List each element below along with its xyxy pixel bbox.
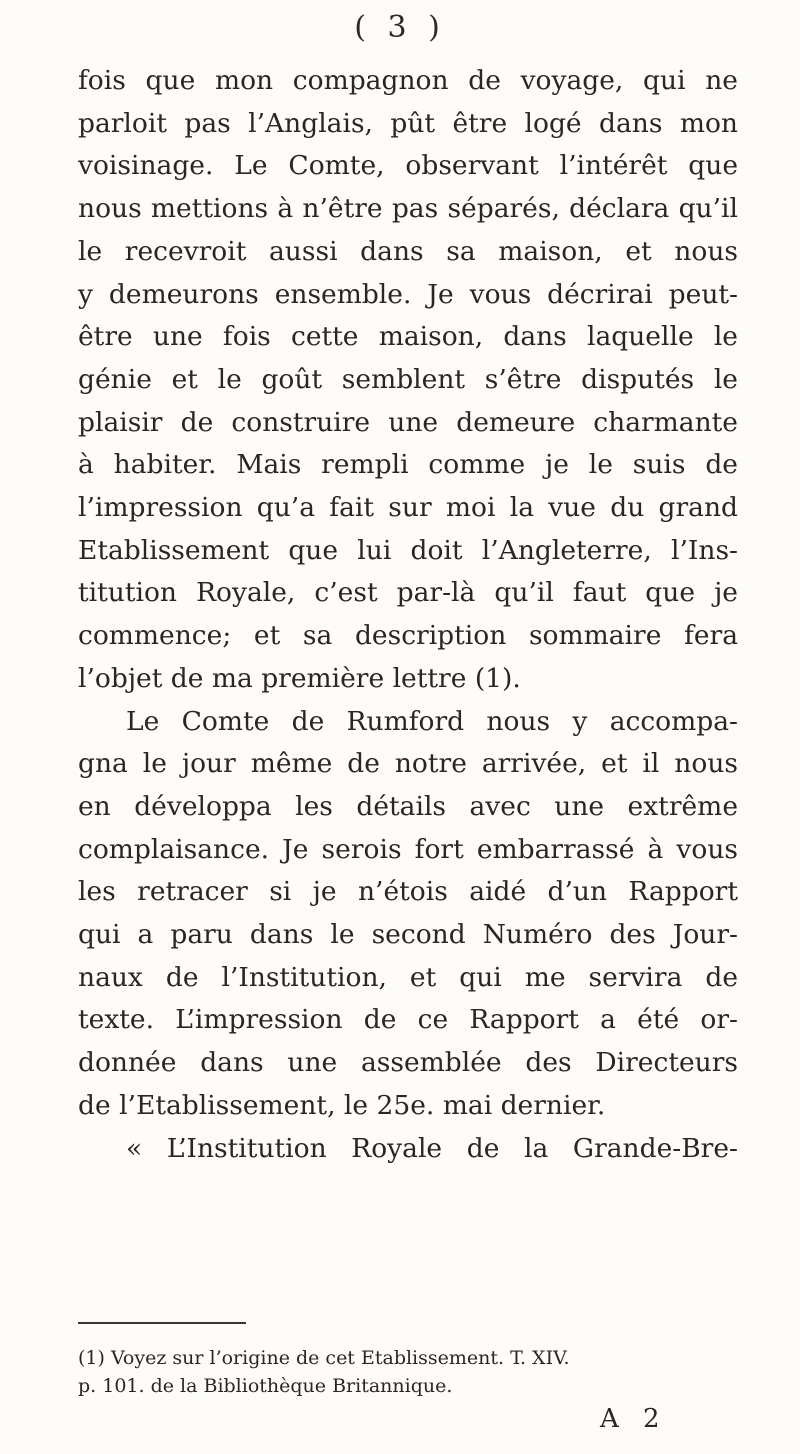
text-line: gna le jour même de notre arrivée, et il nous xyxy=(78,748,738,780)
text-line: naux de l’Institution, et qui me servira de xyxy=(78,961,738,993)
text-line: plaisir de construire une demeure charmante xyxy=(78,406,738,438)
signature-mark: A 2 xyxy=(600,1404,668,1434)
text-line: voisinage. Le Comte, observant l’intérêt que xyxy=(78,150,738,182)
text-line: l’objet de ma première lettre (1). xyxy=(78,662,521,694)
text-line: complaisance. Je serois fort embarrassé à vous xyxy=(78,833,738,865)
footnote-divider xyxy=(78,1322,246,1324)
text-line: le recevroit aussi dans sa maison, et nous xyxy=(78,235,738,267)
text-line: à habiter. Mais rempli comme je le suis de xyxy=(78,449,738,481)
text-line: nous mettions à n’être pas séparés, déclara qu’il xyxy=(78,193,738,225)
text-line: titution Royale, c’est par-là qu’il faut que je xyxy=(78,577,738,609)
text-line: commence; et sa description sommaire fera xyxy=(78,620,738,652)
text-line: donnée dans une assemblée des Directeurs xyxy=(78,1047,738,1079)
text-line: Le Comte de Rumford nous y accompa- xyxy=(126,705,738,737)
text-line: en développa les détails avec une extrême xyxy=(78,790,738,822)
text-line: de l’Etablissement, le 25e. mai dernier. xyxy=(78,1089,606,1121)
text-line: parloit pas l’Anglais, pût être logé dans mon xyxy=(78,107,738,139)
text-line: les retracer si je n’étois aidé d’un Rapport xyxy=(78,876,738,908)
page-number: ( 3 ) xyxy=(354,10,446,45)
text-line: Etablissement que lui doit l’Angleterre, l’Ins- xyxy=(78,534,738,566)
text-line: texte. L’impression de ce Rapport a été or- xyxy=(78,1004,738,1036)
text-line: y demeurons ensemble. Je vous décrirai peut- xyxy=(78,278,738,310)
footnote-line: (1) Voyez sur l’origine de cet Etablissement. T. XIV. xyxy=(78,1347,570,1369)
text-line: « L’Institution Royale de la Grande-Bre- xyxy=(126,1132,738,1164)
text-line: qui a paru dans le second Numéro des Jour- xyxy=(78,919,738,951)
text-line: génie et le goût semblent s’être disputés le xyxy=(78,363,738,395)
text-line: fois que mon compagnon de voyage, qui ne xyxy=(78,65,738,96)
body-text xyxy=(78,60,738,1170)
text-line: l’impression qu’a fait sur moi la vue du grand xyxy=(78,492,738,524)
text-line: être une fois cette maison, dans laquelle le xyxy=(78,321,738,353)
footnote-line: p. 101. de la Bibliothèque Britannique. xyxy=(78,1375,453,1397)
footnote xyxy=(78,1344,738,1400)
